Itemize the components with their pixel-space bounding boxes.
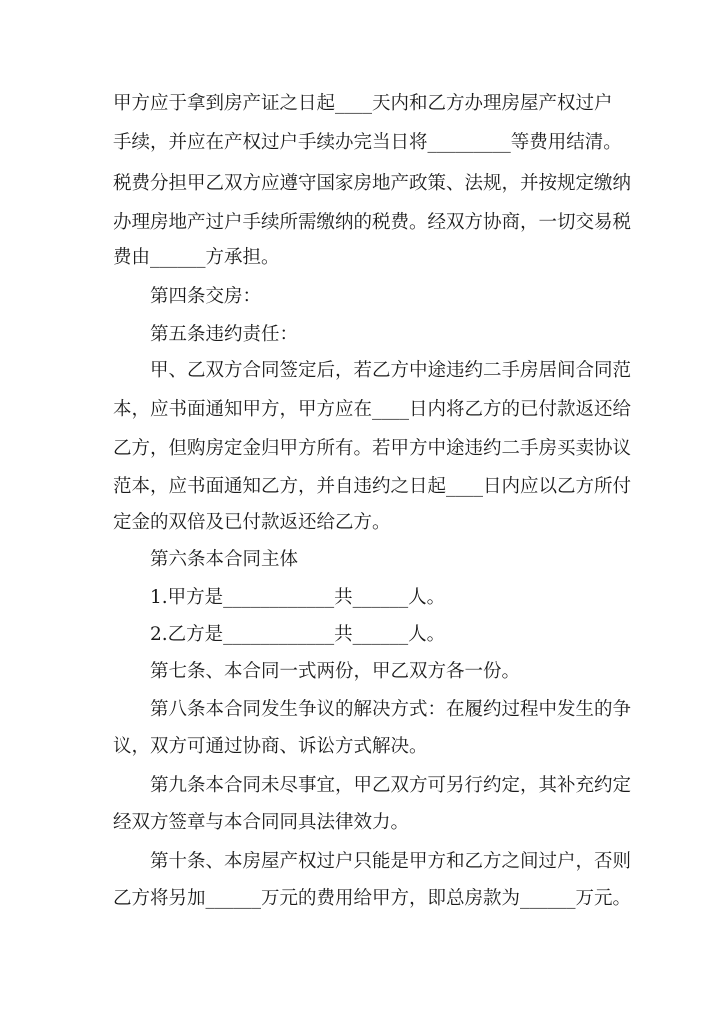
section-heading-7: 第七条、本合同一式两份，甲乙双方各一份。 [150, 661, 521, 682]
section-heading-6: 第六条本合同主体 [150, 549, 299, 570]
text-line-2: 手续，并应在产权过户手续办完当日将_________等费用结清。 [113, 132, 622, 153]
text-line-22: 乙方将另加______万元的费用给甲方，即总房款为______万元。 [113, 888, 632, 909]
text-line-10: 乙方，但购房定金归甲方所有。若甲方中途违约二手房买卖协议 [113, 438, 632, 459]
text-line-12: 定金的双倍及已付款返还给乙方。 [113, 512, 391, 533]
text-line-18: 议，双方可通过协商、诉讼方式解决。 [113, 736, 428, 757]
text-line-9: 本，应书面通知甲方，甲方应在____日内将乙方的已付款返还给 [113, 399, 632, 420]
text-line-8: 甲、乙双方合同签定后，若乙方中途违约二手房居间合同范 [150, 360, 632, 381]
text-line-21: 第十条、本房屋产权过户只能是甲方和乙方之间过户，否则 [150, 851, 632, 872]
text-line-3: 税费分担甲乙双方应遵守国家房地产政策、法规，并按规定缴纳 [113, 173, 632, 194]
party-a-line: 1.甲方是____________共______人。 [150, 587, 446, 608]
section-heading-4: 第四条交房： [150, 286, 262, 307]
text-line-1: 甲方应于拿到房产证之日起____天内和乙方办理房屋产权过户 [113, 93, 613, 114]
text-line-19: 第九条本合同未尽事宜，甲乙双方可另行约定，其补充约定 [150, 775, 632, 796]
section-heading-5: 第五条违约责任： [150, 324, 299, 345]
text-line-17: 第八条本合同发生争议的解决方式：在履约过程中发生的争 [150, 699, 632, 720]
text-line-11: 范本，应书面通知乙方，并自违约之日起____日内应以乙方所付 [113, 476, 632, 497]
text-line-5: 费由______方承担。 [113, 247, 280, 268]
text-line-4: 办理房地产过户手续所需缴纳的税费。经双方协商，一切交易税 [113, 212, 632, 233]
party-b-line: 2.乙方是____________共______人。 [150, 624, 446, 645]
text-line-20: 经双方签章与本合同同具法律效力。 [113, 812, 410, 833]
